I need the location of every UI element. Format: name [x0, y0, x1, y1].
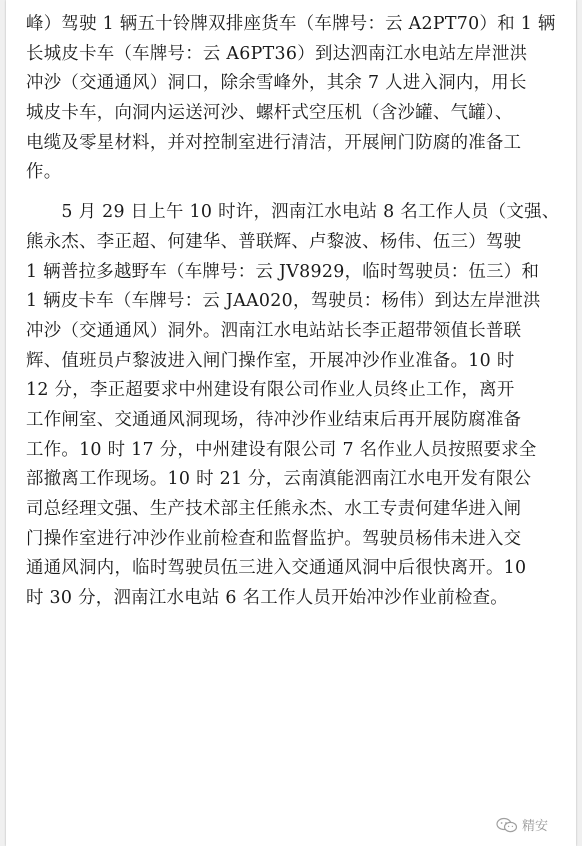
text-line: 司总经理文强、生产技术部主任熊永杰、水工专责何建华进入闸 — [26, 499, 522, 519]
text-line: 12 分，李正超要求中州建设有限公司作业人员终止工作，离开 — [26, 380, 515, 401]
text-line: 冲沙（交通通风）洞口，除余雪峰外，其余 7 人进入洞内，用长 — [26, 73, 527, 94]
text-line: 峰）驾驶 1 辆五十铃牌双排座货车（车牌号：云 A2PT70）和 1 辆 — [26, 14, 556, 34]
text-line: 时 30 分，泗南江水电站 6 名工作人员开始冲沙作业前检查。 — [26, 588, 508, 609]
text-line: 部撤离工作现场。10 时 21 分，云南滇能泗南江水电开发有限公 — [26, 469, 532, 490]
text-line: 门操作室进行冲沙作业前检查和监督监护。驾驶员杨伟未进入交 — [26, 528, 522, 549]
paragraph-1 — [26, 10, 564, 188]
text-line: 城皮卡车，向洞内运送河沙、螺杆式空压机（含沙罐、气罐）、 — [26, 103, 513, 124]
document-page — [6, 0, 576, 846]
watermark — [496, 815, 548, 834]
text-line: 电缆及零星材料，并对控制室进行清洁，开展闸门防腐的准备工 — [26, 132, 522, 153]
paragraph-spacer — [26, 188, 564, 198]
text-line: 5 月 29 日上午 10 时许，泗南江水电站 8 名工作人员（文强、 — [26, 202, 560, 223]
text-line: 通通风洞内，临时驾驶员伍三进入交通通风洞中后很快离开。10 — [26, 558, 527, 579]
text-line: 作。 — [26, 162, 62, 183]
text-line: 1 辆皮卡车（车牌号：云 JAA020，驾驶员：杨伟）到达左岸泄洪 — [26, 291, 541, 312]
text-line: 熊永杰、李正超、何建华、普联辉、卢黎波、杨伟、伍三）驾驶 — [26, 231, 522, 252]
text-line: 辉、值班员卢黎波进入闸门操作室，开展冲沙作业准备。10 时 — [26, 350, 515, 371]
text-line: 1 辆普拉多越野车（车牌号：云 JV8929，临时驾驶员：伍三）和 — [26, 261, 540, 282]
wechat-icon — [496, 817, 518, 833]
document-body — [26, 10, 564, 614]
text-line: 长城皮卡车（车牌号：云 A6PT36）到达泗南江水电站左岸泄洪 — [26, 43, 528, 64]
text-line: 工作。10 时 17 分，中州建设有限公司 7 名作业人员按照要求全 — [26, 439, 537, 460]
watermark-label: 精安 — [521, 819, 548, 834]
paragraph-2 — [26, 198, 564, 614]
text-line: 工作闸室、交通通风洞现场，待冲沙作业结束后再开展防腐准备 — [26, 409, 522, 430]
text-line: 冲沙（交通通风）洞外。泗南江水电站站长李正超带领值长普联 — [26, 320, 522, 341]
